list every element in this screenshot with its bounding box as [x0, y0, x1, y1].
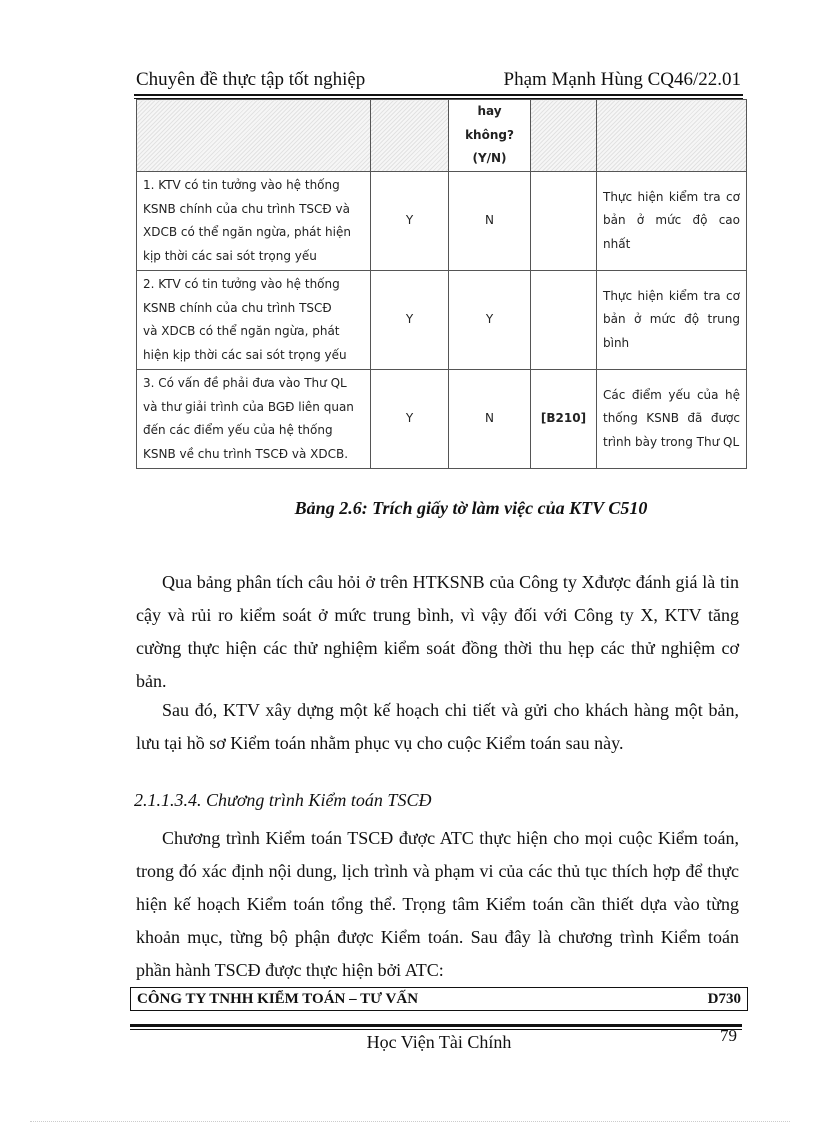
reference-cell — [531, 271, 597, 370]
question-line: 2. KTV có tin tưởng vào hệ thống — [143, 277, 340, 291]
section-heading: 2.1.1.3.4. Chương trình Kiểm toán TSCĐ — [134, 790, 432, 810]
header-line: hay — [477, 104, 502, 119]
question-line: KSNB chính của chu trình TSCĐ và — [143, 201, 350, 216]
answer-cell: Y — [371, 370, 449, 469]
question-cell — [137, 370, 371, 469]
answer-cell: Y — [449, 271, 531, 370]
reference-cell: [B210] — [531, 370, 597, 469]
document-code: D730 — [707, 991, 741, 1007]
table-row — [137, 172, 747, 271]
table-row — [137, 271, 747, 370]
page-header — [136, 66, 741, 94]
footer-rule-thin — [130, 1029, 742, 1030]
header-rule — [134, 94, 743, 96]
note-cell: Các điểm yếu của hệ thống KSNB đã được trình bày trong Thư QL — [597, 370, 747, 469]
header-cell-ref — [531, 100, 597, 172]
table-row — [137, 370, 747, 469]
table-caption: Bảng 2.6: Trích giấy tờ làm việc của KTV C510 — [294, 498, 648, 518]
work-paper-table — [136, 99, 747, 469]
header-line: (Y/N) — [472, 151, 507, 166]
question-line: kịp thời các sai sót trọng yếu — [143, 248, 317, 263]
header-cell-yn — [449, 100, 531, 172]
reference-cell — [531, 172, 597, 271]
header-cell-col2 — [371, 100, 449, 172]
answer-cell: Y — [371, 172, 449, 271]
table-header-row — [137, 100, 747, 172]
question-line: 1. KTV có tin tưởng vào hệ thống — [143, 178, 340, 192]
footer-institution: Học Viện Tài Chính — [366, 1032, 512, 1052]
header-line: không? — [465, 127, 514, 142]
page-number: 79 — [720, 1026, 737, 1045]
footer-rule — [130, 1024, 742, 1027]
question-line: và XDCB có thể ngăn ngừa, phát — [143, 324, 340, 338]
note-cell: Thực hiện kiểm tra cơ bản ở mức độ trung bình — [597, 271, 747, 370]
question-line: XDCB có thể ngăn ngừa, phát hiện — [143, 225, 351, 239]
note-cell: Thực hiện kiểm tra cơ bản ở mức độ cao nhất — [597, 172, 747, 271]
question-line: KSNB chính của chu trình TSCĐ — [143, 300, 332, 315]
header-document-title: Chuyên đề thực tập tốt nghiệp — [136, 69, 366, 90]
body-paragraph: Qua bảng phân tích câu hỏi ở trên HTKSNB của Công ty Xđược đánh giá là tin cậy và rủi ro kiểm soát ở mức trung bình, vì vậy đối với Công ty X, KTV tăng cường thực hiện các thử nghiệm kiểm soát đồng thời thu hẹp các thử nghiệm cơ bản. — [136, 572, 739, 691]
question-line: KSNB về chu trình TSCĐ và XDCB. — [143, 446, 349, 461]
company-box — [130, 987, 748, 1011]
header-author: Phạm Mạnh Hùng CQ46/22.01 — [503, 69, 741, 90]
question-line: và thư giải trình của BGĐ liên quan — [143, 399, 354, 414]
answer-cell: N — [449, 172, 531, 271]
page-edge-divider — [30, 1121, 790, 1122]
question-line: hiện kịp thời các sai sót trọng yếu — [143, 347, 347, 362]
answer-cell: Y — [371, 271, 449, 370]
question-cell — [137, 271, 371, 370]
question-line: 3. Có vấn đề phải đưa vào Thư QL — [143, 376, 347, 390]
company-name: CÔNG TY TNHH KIỂM TOÁN – TƯ VẤN — [137, 991, 419, 1007]
body-paragraph: Sau đó, KTV xây dựng một kế hoạch chi tiết và gửi cho khách hàng một bản, lưu tại hồ sơ Kiểm toán nhằm phục vụ cho cuộc Kiểm toán sau này. — [136, 700, 739, 753]
answer-cell: N — [449, 370, 531, 469]
header-cell-question — [137, 100, 371, 172]
question-line: đến các điểm yếu của hệ thống — [143, 423, 333, 437]
header-cell-note — [597, 100, 747, 172]
body-paragraph: Chương trình Kiểm toán TSCĐ được ATC thực hiện cho mọi cuộc Kiểm toán, trong đó xác định nội dung, lịch trình và phạm vi của các thủ tục thích hợp để thực hiện kế hoạch Kiểm toán tổng thể. Trọng tâm Kiểm toán cần thiết dựa vào từng khoản mục, từng bộ phận được Kiểm toán. Sau đây là chương trình Kiểm toán phần hành TSCĐ được thực hiện bởi ATC: — [136, 828, 739, 980]
question-cell — [137, 172, 371, 271]
